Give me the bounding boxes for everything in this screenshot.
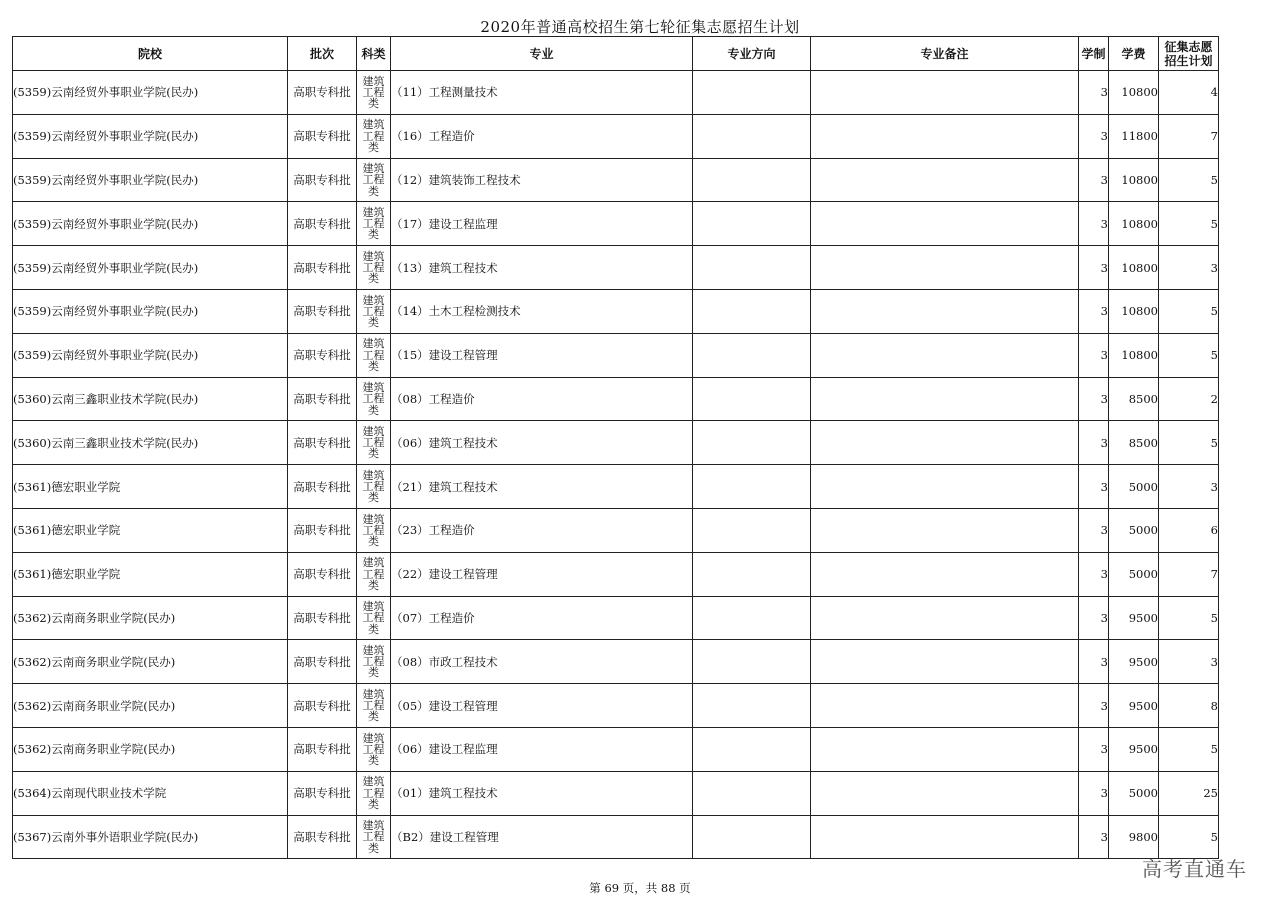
cell-category xyxy=(357,727,391,771)
cell-category-text: 建筑工程类 xyxy=(362,468,385,505)
cell-category-text: 建筑工程类 xyxy=(362,819,385,855)
page-footer: 第 69 页，共 88 页 xyxy=(589,881,691,895)
cell-category-text: 建筑工程类 xyxy=(362,600,385,636)
cell-plan: 4 xyxy=(1159,71,1219,115)
cell-category xyxy=(357,421,391,465)
cell-batch: 高职专科批 xyxy=(288,640,357,684)
cell-fee: 10800 xyxy=(1109,333,1159,377)
cell-years: 3 xyxy=(1079,333,1109,377)
cell-remark xyxy=(811,465,1079,509)
cell-years: 3 xyxy=(1079,289,1109,333)
cell-direction xyxy=(693,552,811,596)
header-category: 科类 xyxy=(357,37,391,71)
cell-remark xyxy=(811,289,1079,333)
cell-category xyxy=(357,465,391,509)
cell-batch: 高职专科批 xyxy=(288,465,357,509)
cell-remark xyxy=(811,684,1079,728)
header-direction: 专业方向 xyxy=(693,37,811,71)
cell-plan: 5 xyxy=(1159,333,1219,377)
cell-category xyxy=(357,684,391,728)
cell-direction xyxy=(693,333,811,377)
cell-category-text: 建筑工程类 xyxy=(362,512,385,548)
cell-direction xyxy=(693,684,811,728)
cell-plan: 3 xyxy=(1159,465,1219,509)
cell-years: 3 xyxy=(1079,71,1109,115)
cell-category xyxy=(357,333,391,377)
cell-plan: 5 xyxy=(1159,727,1219,771)
cell-school: (5362)云南商务职业学院(民办) xyxy=(13,684,288,728)
cell-major: （21）建筑工程技术 xyxy=(391,465,693,509)
cell-major: （08）工程造价 xyxy=(391,377,693,421)
cell-fee: 8500 xyxy=(1109,421,1159,465)
cell-years: 3 xyxy=(1079,552,1109,596)
cell-fee: 5000 xyxy=(1109,771,1159,815)
cell-category-text: 建筑工程类 xyxy=(362,74,385,110)
cell-batch: 高职专科批 xyxy=(288,727,357,771)
cell-remark xyxy=(811,640,1079,684)
cell-batch: 高职专科批 xyxy=(288,333,357,377)
cell-remark xyxy=(811,596,1079,640)
cell-years: 3 xyxy=(1079,727,1109,771)
cell-years: 3 xyxy=(1079,508,1109,552)
cell-direction xyxy=(693,246,811,290)
cell-category-text: 建筑工程类 xyxy=(362,556,385,592)
cell-batch: 高职专科批 xyxy=(288,815,357,859)
cell-major: （17）建设工程监理 xyxy=(391,202,693,246)
cell-school: (5360)云南三鑫职业技术学院(民办) xyxy=(13,421,288,465)
cell-category xyxy=(357,246,391,290)
cell-fee: 10800 xyxy=(1109,71,1159,115)
header-fee: 学费 xyxy=(1109,37,1159,71)
cell-remark xyxy=(811,158,1079,202)
cell-category xyxy=(357,815,391,859)
table-row xyxy=(13,508,1219,552)
cell-major: （23）工程造价 xyxy=(391,508,693,552)
table-row xyxy=(13,596,1219,640)
cell-batch: 高职专科批 xyxy=(288,377,357,421)
cell-category-text: 建筑工程类 xyxy=(362,775,385,811)
cell-category-text: 建筑工程类 xyxy=(362,731,385,767)
cell-batch: 高职专科批 xyxy=(288,114,357,158)
table-header-row xyxy=(13,37,1219,71)
cell-years: 3 xyxy=(1079,596,1109,640)
cell-category-text: 建筑工程类 xyxy=(362,249,385,286)
cell-batch: 高职专科批 xyxy=(288,596,357,640)
cell-plan: 7 xyxy=(1159,114,1219,158)
cell-school: (5362)云南商务职业学院(民办) xyxy=(13,640,288,684)
watermark: 高考直通车 xyxy=(1142,857,1247,881)
cell-fee: 9500 xyxy=(1109,640,1159,684)
cell-major: （05）建设工程管理 xyxy=(391,684,693,728)
cell-school: (5361)德宏职业学院 xyxy=(13,552,288,596)
cell-category-text: 建筑工程类 xyxy=(362,293,385,329)
cell-direction xyxy=(693,421,811,465)
cell-major: （16）工程造价 xyxy=(391,114,693,158)
cell-remark xyxy=(811,771,1079,815)
cell-category-text: 建筑工程类 xyxy=(362,205,385,242)
cell-batch: 高职专科批 xyxy=(288,246,357,290)
cell-school: (5359)云南经贸外事职业学院(民办) xyxy=(13,71,288,115)
cell-batch: 高职专科批 xyxy=(288,771,357,815)
cell-school: (5359)云南经贸外事职业学院(民办) xyxy=(13,158,288,202)
cell-years: 3 xyxy=(1079,771,1109,815)
cell-school: (5361)德宏职业学院 xyxy=(13,465,288,509)
cell-fee: 9800 xyxy=(1109,815,1159,859)
cell-category xyxy=(357,377,391,421)
cell-school: (5359)云南经贸外事职业学院(民办) xyxy=(13,289,288,333)
cell-remark xyxy=(811,114,1079,158)
cell-school: (5359)云南经贸外事职业学院(民办) xyxy=(13,246,288,290)
cell-remark xyxy=(811,246,1079,290)
table-row xyxy=(13,71,1219,115)
cell-direction xyxy=(693,727,811,771)
cell-fee: 5000 xyxy=(1109,465,1159,509)
cell-plan: 2 xyxy=(1159,377,1219,421)
document-title: 2020年普通高校招生第七轮征集志愿招生计划 xyxy=(480,18,800,36)
cell-remark xyxy=(811,421,1079,465)
table-row xyxy=(13,727,1219,771)
cell-direction xyxy=(693,289,811,333)
cell-direction xyxy=(693,640,811,684)
table-row xyxy=(13,202,1219,246)
cell-school: (5362)云南商务职业学院(民办) xyxy=(13,727,288,771)
cell-plan: 8 xyxy=(1159,684,1219,728)
cell-plan: 3 xyxy=(1159,640,1219,684)
cell-direction xyxy=(693,202,811,246)
cell-major: （07）工程造价 xyxy=(391,596,693,640)
cell-category-text: 建筑工程类 xyxy=(362,162,385,198)
table-row xyxy=(13,377,1219,421)
cell-category-text: 建筑工程类 xyxy=(362,687,385,724)
cell-plan: 3 xyxy=(1159,246,1219,290)
table-row xyxy=(13,114,1219,158)
cell-category xyxy=(357,114,391,158)
cell-years: 3 xyxy=(1079,158,1109,202)
cell-school: (5359)云南经贸外事职业学院(民办) xyxy=(13,114,288,158)
cell-batch: 高职专科批 xyxy=(288,158,357,202)
cell-remark xyxy=(811,727,1079,771)
cell-direction xyxy=(693,771,811,815)
header-years: 学制 xyxy=(1079,37,1109,71)
cell-category xyxy=(357,508,391,552)
cell-remark xyxy=(811,377,1079,421)
cell-years: 3 xyxy=(1079,246,1109,290)
cell-fee: 5000 xyxy=(1109,552,1159,596)
cell-remark xyxy=(811,552,1079,596)
cell-fee: 9500 xyxy=(1109,684,1159,728)
cell-years: 3 xyxy=(1079,684,1109,728)
header-school: 院校 xyxy=(13,37,288,71)
header-plan-line1: 征集志愿 xyxy=(1164,39,1213,54)
cell-major: （06）建筑工程技术 xyxy=(391,421,693,465)
cell-major: （13）建筑工程技术 xyxy=(391,246,693,290)
cell-major: （14）土木工程检测技术 xyxy=(391,289,693,333)
cell-category xyxy=(357,202,391,246)
cell-major: （01）建筑工程技术 xyxy=(391,771,693,815)
cell-batch: 高职专科批 xyxy=(288,508,357,552)
cell-fee: 9500 xyxy=(1109,596,1159,640)
cell-plan: 5 xyxy=(1159,596,1219,640)
cell-plan: 7 xyxy=(1159,552,1219,596)
cell-category xyxy=(357,289,391,333)
cell-school: (5361)德宏职业学院 xyxy=(13,508,288,552)
cell-batch: 高职专科批 xyxy=(288,202,357,246)
cell-major: （06）建设工程监理 xyxy=(391,727,693,771)
cell-years: 3 xyxy=(1079,421,1109,465)
table-row xyxy=(13,815,1219,859)
cell-fee: 10800 xyxy=(1109,289,1159,333)
cell-years: 3 xyxy=(1079,815,1109,859)
table-row xyxy=(13,465,1219,509)
cell-fee: 9500 xyxy=(1109,727,1159,771)
table-row xyxy=(13,333,1219,377)
cell-school: (5367)云南外事外语职业学院(民办) xyxy=(13,815,288,859)
cell-years: 3 xyxy=(1079,202,1109,246)
table-row xyxy=(13,640,1219,684)
cell-category xyxy=(357,640,391,684)
cell-school: (5362)云南商务职业学院(民办) xyxy=(13,596,288,640)
cell-major: （22）建设工程管理 xyxy=(391,552,693,596)
table-row xyxy=(13,289,1219,333)
cell-plan: 6 xyxy=(1159,508,1219,552)
cell-category-text: 建筑工程类 xyxy=(362,424,385,461)
cell-batch: 高职专科批 xyxy=(288,289,357,333)
cell-fee: 10800 xyxy=(1109,158,1159,202)
cell-category-text: 建筑工程类 xyxy=(362,337,385,373)
table-row xyxy=(13,771,1219,815)
table-row xyxy=(13,552,1219,596)
cell-direction xyxy=(693,465,811,509)
cell-direction xyxy=(693,114,811,158)
cell-direction xyxy=(693,71,811,115)
cell-years: 3 xyxy=(1079,465,1109,509)
cell-fee: 11800 xyxy=(1109,114,1159,158)
cell-fee: 8500 xyxy=(1109,377,1159,421)
cell-batch: 高职专科批 xyxy=(288,684,357,728)
header-remark: 专业备注 xyxy=(811,37,1079,71)
cell-category xyxy=(357,552,391,596)
cell-batch: 高职专科批 xyxy=(288,71,357,115)
cell-school: (5364)云南现代职业技术学院 xyxy=(13,771,288,815)
cell-direction xyxy=(693,815,811,859)
cell-category xyxy=(357,158,391,202)
cell-remark xyxy=(811,202,1079,246)
cell-years: 3 xyxy=(1079,640,1109,684)
cell-remark xyxy=(811,71,1079,115)
header-major: 专业 xyxy=(391,37,693,71)
cell-years: 3 xyxy=(1079,114,1109,158)
cell-major: （11）工程测量技术 xyxy=(391,71,693,115)
cell-plan: 5 xyxy=(1159,158,1219,202)
cell-school: (5359)云南经贸外事职业学院(民办) xyxy=(13,202,288,246)
cell-category-text: 建筑工程类 xyxy=(362,381,385,417)
cell-plan: 5 xyxy=(1159,289,1219,333)
cell-fee: 10800 xyxy=(1109,246,1159,290)
cell-major: （08）市政工程技术 xyxy=(391,640,693,684)
cell-direction xyxy=(693,508,811,552)
table-body xyxy=(13,71,1219,859)
cell-direction xyxy=(693,377,811,421)
cell-batch: 高职专科批 xyxy=(288,552,357,596)
table-row xyxy=(13,684,1219,728)
cell-fee: 10800 xyxy=(1109,202,1159,246)
header-plan xyxy=(1159,37,1219,71)
cell-school: (5360)云南三鑫职业技术学院(民办) xyxy=(13,377,288,421)
cell-plan: 25 xyxy=(1159,771,1219,815)
cell-category xyxy=(357,71,391,115)
table-row xyxy=(13,246,1219,290)
cell-remark xyxy=(811,333,1079,377)
cell-major: （B2）建设工程管理 xyxy=(391,815,693,859)
cell-category xyxy=(357,771,391,815)
cell-fee: 5000 xyxy=(1109,508,1159,552)
cell-major: （15）建设工程管理 xyxy=(391,333,693,377)
cell-school: (5359)云南经贸外事职业学院(民办) xyxy=(13,333,288,377)
table-row xyxy=(13,158,1219,202)
cell-plan: 5 xyxy=(1159,202,1219,246)
cell-direction xyxy=(693,596,811,640)
table-row xyxy=(13,421,1219,465)
cell-direction xyxy=(693,158,811,202)
cell-major: （12）建筑装饰工程技术 xyxy=(391,158,693,202)
cell-category xyxy=(357,596,391,640)
cell-batch: 高职专科批 xyxy=(288,421,357,465)
cell-category-text: 建筑工程类 xyxy=(362,643,385,680)
header-batch: 批次 xyxy=(288,37,357,71)
cell-years: 3 xyxy=(1079,377,1109,421)
admission-plan-table xyxy=(12,36,1219,859)
cell-remark xyxy=(811,815,1079,859)
cell-category-text: 建筑工程类 xyxy=(362,118,385,154)
cell-remark xyxy=(811,508,1079,552)
header-plan-line2: 招生计划 xyxy=(1164,53,1213,68)
cell-plan: 5 xyxy=(1159,815,1219,859)
cell-plan: 5 xyxy=(1159,421,1219,465)
